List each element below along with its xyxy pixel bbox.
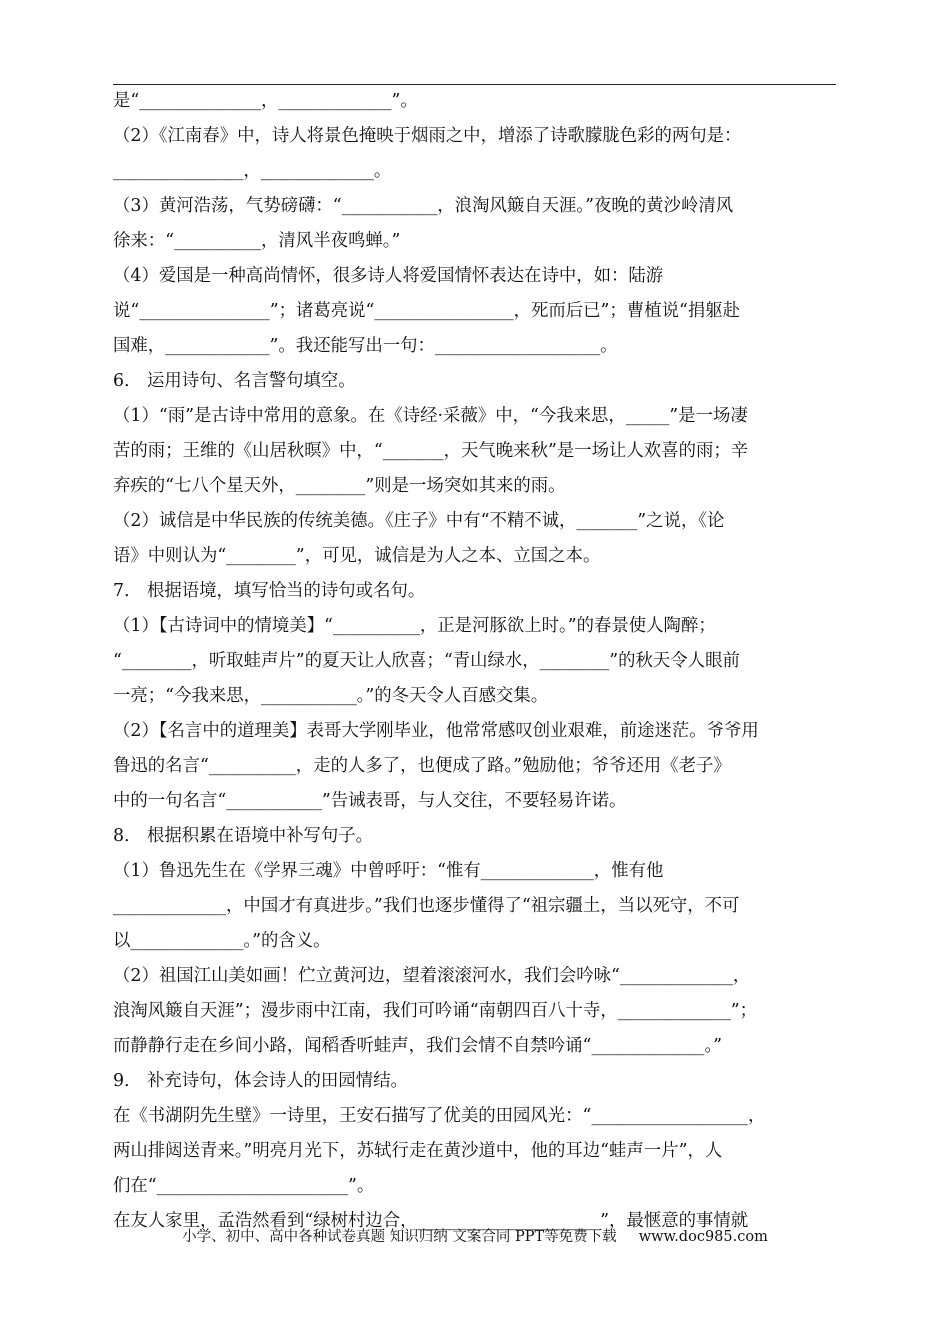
footer-text: 小学、初中、高中各种试卷真题 知识归纳 文案合同 PPT等免费下载	[182, 1229, 617, 1245]
text-line: （2）【名言中的道理美】表哥大学刚毕业，他常常感叹创业艰难，前途迷茫。爷爷用	[113, 721, 759, 741]
question-6-title: 6． 运用诗句、名言警句填空。	[113, 371, 356, 391]
text-line: 在《书湖阴先生壁》一诗里，王安石描写了优美的田园风光：“__________________，	[113, 1106, 766, 1126]
question-7-title: 7． 根据语境，填写恰当的诗句或名句。	[113, 581, 426, 601]
page-footer	[0, 1227, 950, 1247]
text-line: 国难，____________”。我还能写出一句：___________________。	[113, 336, 618, 356]
exam-content	[113, 84, 838, 1238]
text-line: 说“_______________”；诸葛亮说“________________，死而后已”；曹植说“捐躯赴	[113, 301, 741, 321]
text-line: 在友人家里，孟浩然看到“绿树村边合，_____________________”，最惬意的事情就	[113, 1211, 749, 1231]
text-line: （4）爱国是一种高尚情怀，很多诗人将爱国情怀表达在诗中，如：陆游	[113, 266, 664, 286]
text-line: 们在“______________________”。	[113, 1176, 375, 1196]
text-line: 徐来：“__________，清风半夜鸣蝉。”	[113, 231, 401, 251]
text-line: _____________，中国才有真进步。”我们也逐步懂得了“祖宗疆土，当以死守，不可	[113, 896, 740, 916]
text-line: 浪淘风簸自天涯”；漫步雨中江南，我们可吟诵“南朝四百八十寺，_____________”；	[113, 1001, 758, 1021]
text-line: 语》中则认为“________”，可见，诚信是为人之本、立国之本。	[113, 546, 601, 566]
text-line: （3）黄河浩荡，气势磅礴：“___________，浪淘风簸自天涯。”夜晚的黄沙岭清风	[113, 196, 734, 216]
text-line: 是“______________，_____________”。	[113, 91, 418, 111]
footer-url: www.doc985.com	[638, 1229, 768, 1245]
text-line: _______________，_____________。	[113, 161, 392, 181]
question-9-title: 9． 补充诗句，体会诗人的田园情结。	[113, 1071, 408, 1091]
text-line: （1）“雨”是古诗中常用的意象。在《诗经·采薇》中，“今我来思，_____”是一场凄	[113, 406, 748, 426]
text-line: 一亮；“今我来思，___________。”的冬天令人百感交集。	[113, 686, 549, 706]
question-8-title: 8． 根据积累在语境中补写句子。	[113, 826, 374, 846]
text-line: “________，听取蛙声片”的夏天让人欣喜；“青山绿水，________”的秋天令人眼前	[113, 651, 740, 671]
text-line: （2）诚信是中华民族的传统美德。《庄子》中有“不精不诚，_______”之说，《论	[113, 511, 725, 531]
text-line: 苦的雨；王维的《山居秋暝》中，“_______，天气晚来秋”是一场让人欢喜的雨；辛	[113, 441, 749, 461]
text-line: 弃疾的“七八个星天外，________”则是一场突如其来的雨。	[113, 476, 566, 496]
text-line: （2）祖国江山美如画！伫立黄河边，望着滚滚河水，我们会吟咏“_____________，	[113, 966, 751, 986]
text-line: 而静静行走在乡间小路，闻稻香听蛙声，我们会情不自禁吟诵“_____________。”	[113, 1036, 723, 1056]
text-line: （1）鲁迅先生在《学界三魂》中曾呼吁：“惟有_____________，惟有他	[113, 861, 664, 881]
text-line: 中的一句名言“___________”告诫表哥，与人交往，不要轻易许诺。	[113, 791, 627, 811]
text-line: 两山排闼送青来。”明亮月光下，苏轼行走在黄沙道中，他的耳边“蛙声一片”，人	[113, 1141, 723, 1161]
text-line: （2）《江南春》中，诗人将景色掩映于烟雨之中，增添了诗歌朦胧色彩的两句是：	[113, 126, 742, 146]
text-line: （1）【古诗词中的情境美】“__________，正是河豚欲上时。”的春景使人陶醉；	[113, 616, 716, 636]
text-line: 鲁迅的名言“__________，走的人多了，也便成了路。”勉励他；爷爷还用《老子》	[113, 756, 731, 776]
text-line: 以_____________。”的含义。	[113, 931, 331, 951]
